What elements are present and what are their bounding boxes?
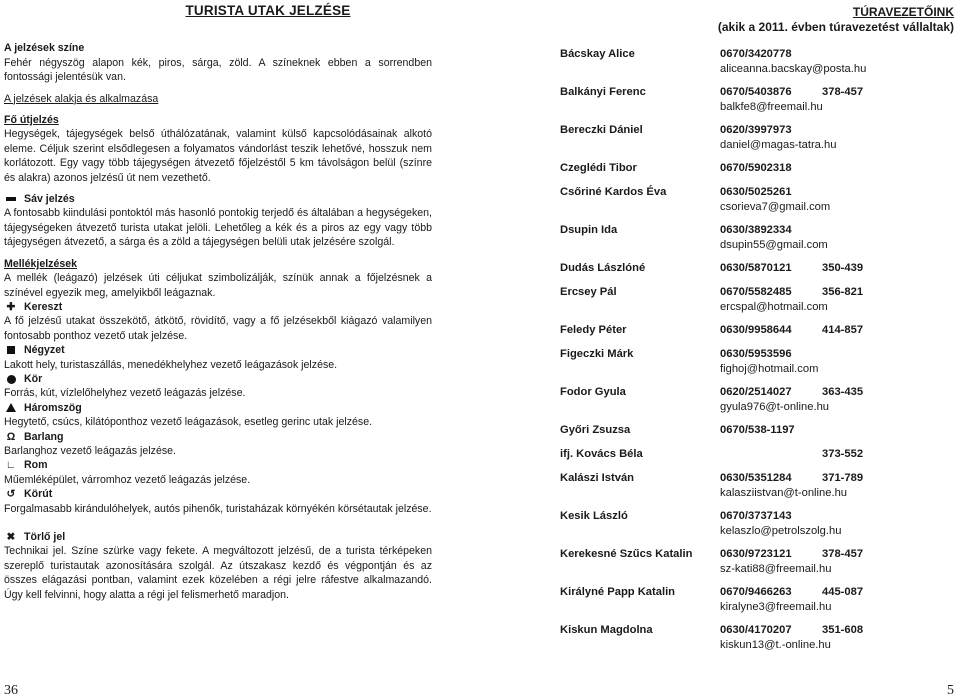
guide-name: Dudás Lászlóné	[560, 262, 646, 274]
guide-phone: 0670/5403876	[720, 86, 792, 98]
guide-email: daniel@magas-tatra.hu	[720, 139, 837, 151]
guide-name: Balkányi Ferenc	[560, 86, 646, 98]
guide-email: kiralyne3@freemail.hu	[720, 601, 832, 613]
guide-entry	[560, 185, 954, 214]
guide-email: gyula976@t-online.hu	[720, 401, 830, 413]
guide-row	[560, 585, 954, 600]
guide-name: Kalászi István	[560, 472, 634, 484]
guide-local-phone: 414-857	[822, 324, 864, 336]
cave-icon: Ω	[6, 430, 16, 443]
triangle-heading	[4, 401, 432, 415]
guide-local-phone: 378-457	[822, 86, 864, 98]
guide-entry	[560, 585, 954, 614]
guide-entry	[560, 547, 954, 576]
guide-entry	[560, 223, 954, 252]
guide-local-phone: 363-435	[822, 386, 864, 398]
cave-heading-label: Barlang	[24, 430, 64, 443]
guide-name: ifj. Kovács Béla	[560, 448, 643, 460]
cross-heading-label: Kereszt	[24, 300, 63, 313]
guide-row	[560, 47, 954, 62]
guide-local-phone: 350-439	[822, 262, 864, 274]
square-icon	[6, 346, 16, 354]
page-title: TURISTA UTAK JELZÉSE	[185, 3, 351, 18]
guide-phone: 0670/5582485	[720, 286, 792, 298]
guide-phone: 0670/538-1197	[720, 424, 795, 436]
guide-email: fighoj@hotmail.com	[720, 363, 819, 375]
ruin-icon: ∟	[5, 459, 17, 472]
guide-entry	[560, 323, 954, 338]
left-page-content	[4, 0, 432, 602]
guide-email: sz-kati88@freemail.hu	[720, 563, 832, 575]
deleted-heading	[4, 530, 432, 544]
triangle-heading-label: Háromszög	[24, 401, 82, 414]
guide-row	[560, 285, 954, 300]
delete-mark-icon: ✖	[6, 531, 16, 543]
guide-entry	[560, 347, 954, 376]
guide-entry	[560, 509, 954, 538]
guide-phone: 0620/2514027	[720, 386, 792, 398]
guide-name: Kiskun Magdolna	[560, 624, 653, 636]
guide-local-phone: 445-087	[822, 586, 864, 598]
guide-name: Ercsey Pál	[560, 286, 617, 298]
guide-phone	[720, 447, 822, 462]
guide-phone: 0630/4170207	[720, 624, 792, 636]
main-marking-text: Hegységek, tájegységek belső úthálózatának, valamint külső kapcsolódásainak alkotó eleme. Céljuk szerint elsődlegesen a folyamatos vándorlást teszik lehetővé, hosszuk nem korlátozott. Egy vagy több tájegységen átvezető főjelzéstől 5 km távolságon belül (színre és alakra) azonos jelzésű út nem vezethető.	[4, 128, 432, 184]
guide-local-phone: 371-789	[822, 472, 864, 484]
cross-icon: ✚	[6, 300, 16, 313]
circle-text: Forrás, kút, vízlelőhelyhez vezető leágazás jelzése.	[4, 387, 246, 400]
square-heading	[4, 343, 432, 357]
guide-phone: 0630/5870121	[720, 262, 792, 274]
guide-name: Fodor Gyula	[560, 386, 626, 398]
loop-icon: ↺	[6, 488, 16, 501]
guide-row	[560, 509, 954, 524]
guide-name: Bácskay Alice	[560, 48, 635, 60]
guide-phone: 0630/3892334	[720, 224, 792, 236]
circle-heading	[4, 372, 432, 386]
guide-entry	[560, 471, 954, 500]
guide-name: Csőriné Kardos Éva	[560, 186, 667, 198]
circle-heading-label: Kör	[24, 372, 43, 385]
guide-entry	[560, 623, 954, 652]
guide-phone: 0670/3420778	[720, 48, 792, 60]
deleted-text: Technikai jel. Színe szürke vagy fekete. A megváltozott jelzésű, de a turista térképeken szereplő turistautak azonosítására szolgál. Az útszakasz kezdő és végpontján és az összes elágazási pontban, valamint ezek közelében a régi jelre ráfestve alkalmazandó. Úgy kell felvinni, hogy alatta a régi jel felismerhető maradjon.	[4, 545, 432, 601]
guide-local-phone: 356-821	[822, 286, 864, 298]
loop-heading	[4, 487, 432, 501]
square-text: Lakott hely, turistaszállás, menedékhelyhez vezető leágazások jelzése.	[4, 358, 338, 371]
strip-marking-text: A fontosabb kiindulási pontoktól más hasonló pontokig terjedő és általában a hegységeken, tájegységeken átvezető turista utakat jelöli. Lehetőleg a kék és a piros az egy vagy több tájegységen átvezető, a sárga és a zöld a tájegységen belüli utak jelzésére szolgál.	[4, 207, 432, 249]
color-text: Fehér négyszög alapon kék, piros, sárga, zöld. A színeknek ebben a sorrendben fontossági jelentésük van.	[4, 56, 432, 84]
cave-text: Barlanghoz vezető leágazás jelzése.	[4, 444, 176, 457]
right-page-content	[560, 0, 954, 661]
guide-email: kiskun13@t.-online.hu	[720, 639, 831, 651]
guide-row	[560, 85, 954, 100]
guide-phone: 0670/5902318	[720, 162, 792, 174]
guide-row	[560, 223, 954, 238]
guide-email: balkfe8@freemail.hu	[720, 101, 823, 113]
strip-heading-label: Sáv jelzés	[24, 193, 75, 206]
guide-local-phone: 351-608	[822, 624, 864, 636]
guide-entry	[560, 161, 954, 176]
square-heading-label: Négyzet	[24, 344, 65, 357]
guide-list	[560, 47, 954, 652]
guides-title: TÚRAVEZETŐINK	[852, 5, 954, 19]
guide-name: Dsupin Ida	[560, 224, 618, 236]
page-number-left: 36	[4, 683, 18, 698]
guide-name: Czeglédi Tibor	[560, 162, 637, 174]
guide-email: dsupin55@gmail.com	[720, 239, 828, 251]
page-number-right: 5	[947, 683, 954, 698]
guide-entry	[560, 285, 954, 314]
guides-subtitle: (akik a 2011. évben túravezetést vállaltak)	[717, 20, 954, 34]
guide-phone: 0630/9958644	[720, 324, 792, 336]
guide-name: Kesik László	[560, 510, 628, 522]
guide-name: Győri Zsuzsa	[560, 424, 631, 436]
loop-heading-label: Körút	[24, 488, 53, 501]
guide-entry	[560, 261, 954, 276]
ruin-heading-label: Rom	[24, 459, 48, 472]
guide-entry	[560, 47, 954, 76]
guide-phone: 0630/9723121	[720, 548, 792, 560]
loop-text: Forgalmasabb kirándulóhelyek, autós pihenők, turistaházak környékén körsétautak jelzése.	[4, 502, 432, 515]
guide-row	[560, 161, 954, 176]
guide-row	[560, 261, 954, 276]
guide-row	[560, 185, 954, 200]
guide-entry	[560, 423, 954, 438]
guide-name: Figeczki Márk	[560, 348, 634, 360]
guide-row	[560, 623, 954, 638]
guide-entry	[560, 85, 954, 114]
guide-row	[560, 323, 954, 338]
guide-email: aliceanna.bacskay@posta.hu	[720, 63, 867, 75]
guide-name: Kerekesné Szűcs Katalin	[560, 548, 693, 560]
ruin-text: Műemléképület, várromhoz vezető leágazás jelzése.	[4, 473, 251, 486]
guide-phone: 0670/9466263	[720, 586, 792, 598]
cross-text: A fő jelzésű utakat összekötő, átkötő, rövidítő, vagy a fő jelzésekből kiágazó valamilyen fontosabb ponthoz vezető utak jelzése.	[4, 315, 432, 342]
main-marking-heading: Fő útjelzés	[4, 114, 59, 127]
guide-phone: 0630/5953596	[720, 348, 792, 360]
guide-row	[560, 471, 954, 486]
triangle-text: Hegytető, csúcs, kilátóponthoz vezető leágazások, esetleg gerinc utak jelzése.	[4, 416, 373, 429]
guide-phone: 0670/3737143	[720, 510, 792, 522]
guide-name: Királyné Papp Katalin	[560, 586, 676, 598]
guide-phone: 0630/5025261	[720, 186, 792, 198]
guide-email: kalasziistvan@t-online.hu	[720, 487, 848, 499]
side-marking-heading: Mellékjelzések	[4, 257, 78, 270]
guide-local-phone: 378-457	[822, 548, 864, 560]
guide-row	[560, 347, 954, 362]
cross-heading	[4, 300, 432, 314]
deleted-heading-label: Törlő jel	[24, 531, 66, 543]
guide-email: csorieva7@gmail.com	[720, 201, 831, 213]
strip-icon	[6, 197, 16, 201]
guide-entry	[560, 447, 954, 462]
guide-phone: 0630/5351284	[720, 472, 792, 484]
guide-email: ercspal@hotmail.com	[720, 301, 828, 313]
circle-icon	[6, 375, 16, 384]
guide-entry	[560, 385, 954, 414]
guide-phone: 0620/3997973	[720, 124, 792, 136]
guide-row	[560, 385, 954, 400]
guide-name: Bereczki Dániel	[560, 124, 643, 136]
guide-row	[560, 423, 954, 438]
side-marking-text: A mellék (leágazó) jelzések úti céljukat szimbolizálják, színük annak a főjelzésnek a színével egyezik meg, amelyikből leágaznak.	[4, 272, 432, 299]
strip-marking-heading	[4, 192, 432, 206]
guide-local-phone: 373-552	[822, 448, 864, 460]
guide-email: kelaszlo@petrolszolg.hu	[720, 525, 842, 537]
cave-heading	[4, 430, 432, 444]
ruin-heading	[4, 458, 432, 472]
guide-row	[560, 547, 954, 562]
shape-heading: A jelzések alakja és alkalmazása	[4, 92, 159, 105]
guide-entry	[560, 123, 954, 152]
guide-name: Feledy Péter	[560, 324, 627, 336]
triangle-icon	[6, 403, 16, 412]
guide-row	[560, 447, 954, 462]
guide-row	[560, 123, 954, 138]
color-heading: A jelzések színe	[4, 42, 85, 55]
